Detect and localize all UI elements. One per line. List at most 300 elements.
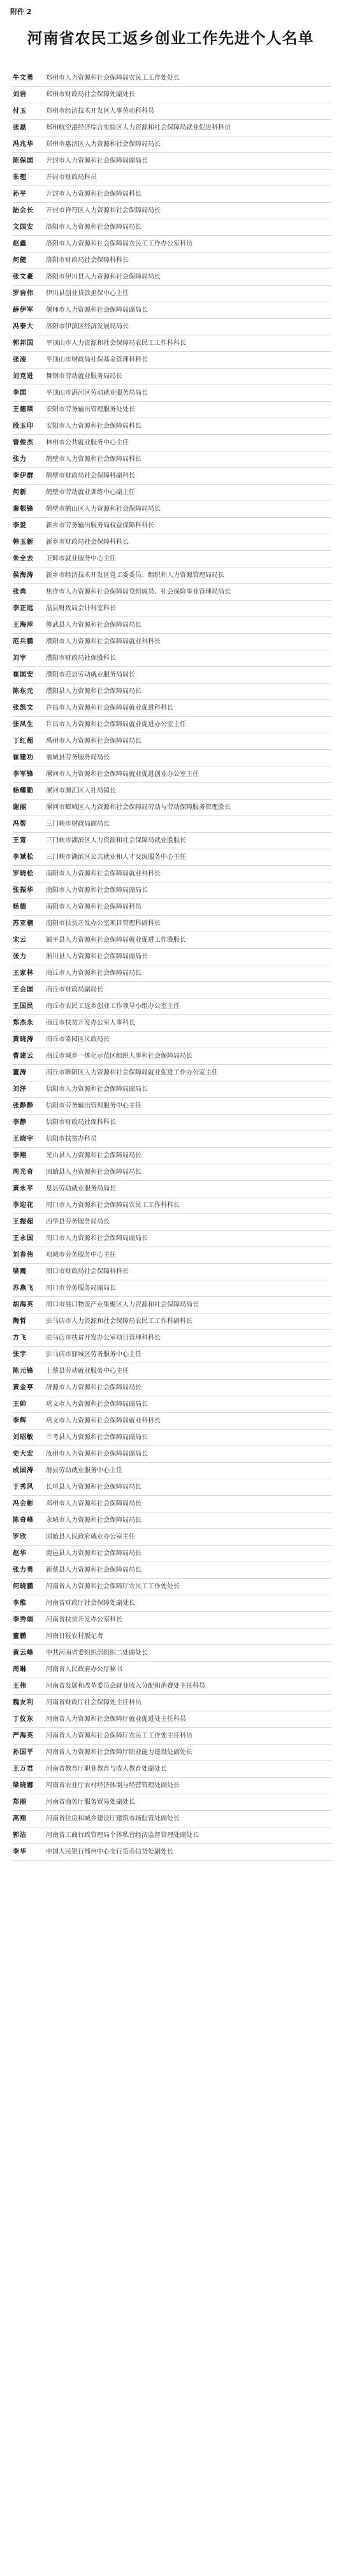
- row-divider: [13, 1578, 331, 1579]
- person-title: 平顶山市人力资源和社会保障局农民工工作科科长: [46, 340, 186, 347]
- person-name: 张宇: [13, 1351, 27, 1358]
- person-title: 安阳市人力资源和社会保障局科长: [46, 423, 141, 430]
- row-divider: [13, 1843, 331, 1844]
- row-divider: [13, 384, 331, 385]
- person-title: 河南省住房和城乡建设厅建筑市场监管处副处长: [46, 1815, 180, 1822]
- list-item: [13, 256, 331, 267]
- list-item: [13, 1035, 331, 1046]
- list-item: [13, 355, 331, 366]
- person-title: 濮阳市财政局社保股科长: [46, 655, 116, 662]
- list-item: [13, 571, 331, 582]
- row-divider: [13, 401, 331, 402]
- person-name: 丁红超: [13, 738, 34, 745]
- person-title: 洛阳市伊川县人力资源和社会保障局局长: [46, 274, 161, 281]
- list-item: [13, 1383, 331, 1394]
- person-name: 付玉: [13, 108, 27, 115]
- list-item: [13, 786, 331, 797]
- person-name: 王会国: [13, 986, 34, 993]
- row-divider: [13, 1694, 331, 1695]
- person-title: 济源市人力资源和社会保障局局长: [46, 1384, 141, 1391]
- person-title: 平顶山市财政局社保基金管理科科长: [46, 356, 148, 363]
- list-item: [13, 156, 331, 167]
- row-divider: [13, 1114, 331, 1115]
- row-divider: [13, 600, 331, 601]
- person-title: 平顶山市湛河区劳动就业服务局局长: [46, 390, 148, 397]
- person-title: 南阳市扶贫开发办公室项目管理科副科长: [46, 920, 161, 927]
- list-item: [13, 1433, 331, 1444]
- person-name: 冯会彬: [13, 1500, 34, 1507]
- person-name: 高翔: [13, 1815, 27, 1822]
- person-title: 洛阳市财政局社会保障科科长: [46, 257, 129, 264]
- row-divider: [13, 550, 331, 551]
- list-item: [13, 1814, 331, 1825]
- person-name: 李伊群: [13, 472, 34, 479]
- person-title: 信阳市人力资源和社会保障局副局长: [46, 1086, 148, 1093]
- list-item: [13, 587, 331, 598]
- person-name: 李军锋: [13, 771, 34, 778]
- person-title: 巩义市人力资源和社会保障局副局长: [46, 1401, 148, 1408]
- row-divider: [13, 1445, 331, 1446]
- person-title: 开封市人力资源和社会保障局副局长: [46, 157, 148, 165]
- person-title: 鹤壁市人力资源和社会保障局科长: [46, 456, 141, 463]
- person-title: 河南省发展和改革委员会就业收入分配和消费处主任科员: [46, 1683, 205, 1690]
- row-divider: [13, 948, 331, 949]
- person-name: 郑丽: [13, 1799, 27, 1806]
- list-item: [13, 1234, 331, 1245]
- person-name: 周光奇: [13, 1169, 34, 1176]
- people-list: [13, 73, 331, 1864]
- person-name: 罗欣: [13, 1533, 27, 1540]
- person-name: 李迎花: [13, 1202, 34, 1209]
- person-title: 新蔡县人力资源和社会保障局局长: [46, 1567, 141, 1574]
- person-name: 朱理: [13, 174, 27, 181]
- person-name: 梁震: [13, 1268, 27, 1275]
- row-divider: [13, 1412, 331, 1413]
- list-item: [13, 1333, 331, 1344]
- person-title: 鹤壁市劳动就业训练中心副主任: [46, 489, 135, 496]
- list-item: [13, 1366, 331, 1377]
- person-name: 刘昭敏: [13, 1434, 34, 1441]
- person-title: 南阳市人力资源和社会保障局副局长: [46, 887, 148, 894]
- list-item: [13, 902, 331, 913]
- person-title: 林州市公共就业服务中心主任: [46, 439, 129, 446]
- person-title: 邓州市人力资源和社会保障局局长: [46, 1500, 141, 1507]
- row-divider: [13, 1014, 331, 1015]
- list-item: [13, 1665, 331, 1676]
- person-title: 镇平县人力资源和社会保障局就业促进工作股股长: [46, 937, 186, 944]
- list-item: [13, 73, 331, 84]
- person-title: 鹤壁市财政局社会保障科副科长: [46, 472, 135, 479]
- person-name: 李华: [13, 1848, 27, 1855]
- person-name: 张文豪: [13, 274, 34, 281]
- row-divider: [13, 1031, 331, 1032]
- person-name: 王海萍: [13, 622, 34, 629]
- list-item: [13, 1085, 331, 1095]
- list-item: [13, 1151, 331, 1162]
- person-title: 洛阳市人力资源和社会保障局局长: [46, 224, 141, 231]
- list-item: [13, 1449, 331, 1460]
- list-item: [13, 604, 331, 615]
- person-name: 于秀风: [13, 1484, 34, 1491]
- list-item: [13, 1018, 331, 1029]
- person-name: 罗岩伟: [13, 290, 34, 297]
- row-divider: [13, 1727, 331, 1728]
- person-title: 卫辉市就业服务中心主任: [46, 555, 116, 562]
- person-title: 河南省商务厅服务贸易处副处长: [46, 1799, 135, 1806]
- person-title: 河南省人民政府办公厅秘书: [46, 1666, 122, 1673]
- row-divider: [13, 318, 331, 319]
- row-divider: [13, 1545, 331, 1546]
- person-title: 郑州市经济技术开发区人事劳动科科员: [46, 108, 154, 115]
- list-item: [13, 521, 331, 532]
- person-title: 南阳市人力资源和社会保障局科员: [46, 904, 141, 911]
- row-divider: [13, 517, 331, 518]
- list-item: [13, 654, 331, 664]
- person-name: 刘泽: [13, 1086, 27, 1093]
- row-divider: [13, 683, 331, 684]
- list-item: [13, 1781, 331, 1792]
- list-item: [13, 421, 331, 432]
- person-title: 温县财政局会计科室科长: [46, 605, 116, 612]
- person-title: 河南省财政厅社会保障处主任科员: [46, 1699, 141, 1706]
- person-title: 巩义市人力资源和社会保障局就业科科长: [46, 1417, 161, 1424]
- person-name: 郭洁: [13, 1832, 27, 1839]
- list-item: [13, 1284, 331, 1294]
- person-name: 刘宇: [13, 655, 27, 662]
- list-item: [13, 720, 331, 731]
- person-name: 李维: [13, 1600, 27, 1607]
- person-title: 滑县劳动就业服务中心主任: [46, 1467, 122, 1474]
- person-title: 漯河市源汇区人社局镇长: [46, 787, 116, 794]
- row-divider: [13, 202, 331, 203]
- person-title: 驻马店市人力资源和社会保障局农民工工作科副科长: [46, 1318, 192, 1325]
- person-title: 汝州市人力资源和社会保障局副局长: [46, 1451, 148, 1458]
- person-name: 曾俊杰: [13, 439, 34, 446]
- person-name: 杨德: [13, 904, 27, 911]
- person-name: 张凤生: [13, 721, 34, 728]
- row-divider: [13, 832, 331, 833]
- list-item: [13, 106, 331, 117]
- person-name: 刘岩: [13, 91, 27, 98]
- row-divider: [13, 1230, 331, 1231]
- person-name: 朱全去: [13, 555, 34, 562]
- person-name: 梁晓娜: [13, 1782, 34, 1789]
- person-title: 开封市财政局科员: [46, 174, 97, 181]
- person-name: 郭邦国: [13, 340, 34, 347]
- person-title: 许昌市人力资源和社会保障局就业促进科科长: [46, 705, 173, 712]
- list-item: [13, 1499, 331, 1510]
- list-item: [13, 223, 331, 233]
- row-divider: [13, 1777, 331, 1778]
- person-title: 河南省扶贫开发办公室科长: [46, 1616, 122, 1623]
- person-name: 曹建云: [13, 1053, 34, 1060]
- person-name: 张磊: [13, 124, 27, 131]
- person-name: 崔国安: [13, 671, 34, 678]
- list-item: [13, 869, 331, 880]
- row-divider: [13, 1744, 331, 1745]
- person-title: 新乡市财政局社会保障科科长: [46, 539, 129, 546]
- person-title: 河南省人力资源和社会保障厅就业促进处主任科员: [46, 1716, 186, 1723]
- person-title: 固始县人力资源和社会保障局局长: [46, 1169, 141, 1176]
- person-title: 河南省农业厅农村经济体制与经营管理处副处长: [46, 1782, 180, 1789]
- row-divider: [13, 351, 331, 352]
- row-divider: [13, 799, 331, 800]
- person-name: 侯海涛: [13, 572, 34, 579]
- row-divider: [13, 169, 331, 170]
- list-item: [13, 1582, 331, 1593]
- person-name: 范兵鹏: [13, 638, 34, 645]
- person-title: 周口市劳务服务局副局长: [46, 1285, 116, 1292]
- person-title: 周口市人力资源和社会保障局农民工工作科科长: [46, 1202, 180, 1209]
- row-divider: [13, 1760, 331, 1761]
- row-divider: [13, 1379, 331, 1380]
- attachment-label: 附件 2: [10, 8, 32, 16]
- person-name: 孙国平: [13, 1749, 34, 1756]
- person-name: 胡海英: [13, 1301, 34, 1308]
- person-name: 李静: [13, 1119, 27, 1126]
- list-item: [13, 289, 331, 300]
- list-item: [13, 272, 331, 283]
- person-name: 牛文勇: [13, 75, 34, 82]
- person-title: 商丘市人力资源和社会保障局局长: [46, 970, 141, 977]
- list-item: [13, 1217, 331, 1228]
- row-divider: [13, 1495, 331, 1496]
- person-name: 文园安: [13, 224, 34, 231]
- list-item: [13, 1549, 331, 1560]
- person-title: 中共河南省委组织部组织二处副处长: [46, 1650, 148, 1657]
- person-name: 苏燕飞: [13, 1285, 34, 1292]
- list-item: [13, 1615, 331, 1626]
- person-name: 严海英: [13, 1732, 34, 1739]
- person-title: 郑州市惠济区人力资源和社会保障局局长: [46, 141, 161, 148]
- list-item: [13, 1250, 331, 1261]
- person-title: 濮阳市范县劳动就业服务局局长: [46, 671, 135, 678]
- person-title: 河南省教育厅职业教育与成人教育处副处长: [46, 1766, 167, 1773]
- list-item: [13, 1101, 331, 1112]
- person-title: 商丘市城乡一体化示范区组织人事和社会保障局局长: [46, 1053, 192, 1060]
- row-divider: [13, 1329, 331, 1330]
- row-divider: [13, 235, 331, 236]
- person-name: 王晓宇: [13, 1136, 34, 1143]
- list-item: [13, 189, 331, 200]
- row-divider: [13, 1296, 331, 1297]
- person-title: 开封市祥符区人力资源和社会保障局局长: [46, 207, 161, 214]
- person-title: 河南省人力资源和社会保障厅农民工工作处主任科员: [46, 1732, 192, 1739]
- list-item: [13, 305, 331, 316]
- row-divider: [13, 86, 331, 87]
- person-name: 王振超: [13, 1218, 34, 1226]
- list-item: [13, 687, 331, 698]
- person-title: 襄城县劳务服务局局长: [46, 754, 110, 761]
- list-item: [13, 1731, 331, 1742]
- person-title: 永城市人力资源和社会保障局局长: [46, 1517, 141, 1524]
- row-divider: [13, 1097, 331, 1098]
- person-name: 成国涛: [13, 1467, 34, 1474]
- person-name: 王伟: [13, 1683, 27, 1690]
- list-item: [13, 637, 331, 648]
- person-title: 鹿邑县人力资源和社会保障局局长: [46, 1550, 141, 1557]
- list-item: [13, 1715, 331, 1725]
- person-name: 陈东元: [13, 688, 34, 695]
- person-name: 李秀娟: [13, 1616, 34, 1623]
- person-name: 张力勇: [13, 1567, 34, 1574]
- person-name: 陈保国: [13, 157, 34, 165]
- list-item: [13, 853, 331, 863]
- list-item: [13, 1317, 331, 1328]
- person-name: 黄金亭: [13, 1384, 34, 1391]
- list-item: [13, 1134, 331, 1145]
- list-item: [13, 372, 331, 383]
- person-name: 苏亚楠: [13, 920, 34, 927]
- person-title: 开封市人力资源和社会保障局科长: [46, 191, 141, 198]
- row-divider: [13, 998, 331, 999]
- row-divider: [13, 368, 331, 369]
- person-name: 张力: [13, 456, 27, 463]
- person-title: 郑州市人力资源和社会保障局农民工工作处处长: [46, 75, 180, 82]
- person-title: 修武县人力资源和社会保障局局长: [46, 622, 141, 629]
- person-name: 谢丽: [13, 804, 27, 811]
- row-divider: [13, 749, 331, 750]
- person-title: 河南日报农村版记者: [46, 1633, 103, 1640]
- person-title: 河南省人力资源和社会保障厅职业能力建设处副处长: [46, 1749, 192, 1756]
- person-name: 李翔: [13, 1152, 27, 1159]
- list-item: [13, 173, 331, 184]
- list-item: [13, 438, 331, 449]
- person-name: 李国: [13, 390, 27, 397]
- list-item: [13, 1797, 331, 1808]
- list-item: [13, 969, 331, 979]
- person-title: 周口市人力资源和社会保障局副局长: [46, 1235, 148, 1242]
- person-name: 黄晓涛: [13, 1036, 34, 1043]
- person-name: 陶哲: [13, 1318, 27, 1325]
- list-item: [13, 1400, 331, 1410]
- person-title: 上蔡县劳动就业服务中心主任: [46, 1368, 129, 1375]
- person-name: 张典: [13, 589, 27, 596]
- person-title: 洛阳市伊滨区经济发展局局长: [46, 323, 129, 330]
- person-name: 段玉印: [13, 423, 34, 430]
- list-item: [13, 803, 331, 814]
- row-divider: [13, 268, 331, 269]
- row-divider: [13, 1263, 331, 1264]
- person-name: 何新: [13, 489, 27, 496]
- person-name: 李爱: [13, 522, 27, 529]
- person-title: 禹州市人力资源和社会保障局局长: [46, 738, 141, 745]
- list-item: [13, 1482, 331, 1493]
- list-item: [13, 1068, 331, 1079]
- person-name: 何晓鹏: [13, 1583, 34, 1590]
- person-title: 偃师市人力资源和社会保障局副局长: [46, 307, 148, 314]
- person-name: 崔建功: [13, 754, 34, 761]
- person-title: 河南省工商行政管理局个体私营经济监督管理处副处长: [46, 1832, 199, 1839]
- person-name: 赵鑫: [13, 240, 27, 247]
- list-item: [13, 1350, 331, 1361]
- person-title: 周口市港口物流产业集聚区人力资源和社会保障局局长: [46, 1301, 199, 1308]
- row-divider: [13, 1644, 331, 1645]
- person-name: 董鹏: [13, 1633, 27, 1640]
- person-title: 信阳市劳务输出管理服务中心主任: [46, 1102, 141, 1109]
- person-title: 周口市财政局社会保障科科长: [46, 1268, 129, 1275]
- row-divider: [13, 434, 331, 435]
- person-name: 张静静: [13, 1102, 34, 1109]
- list-item: [13, 388, 331, 399]
- row-divider: [13, 1810, 331, 1811]
- person-title: 商丘市扶贫开发办公室人事科长: [46, 1020, 135, 1027]
- person-title: 长垣县人力资源和社会保障局局长: [46, 1484, 141, 1491]
- person-name: 黄永平: [13, 1185, 34, 1192]
- person-name: 何健: [13, 257, 27, 264]
- person-title: 洛阳市人力资源和社会保障局农民工工作办公室科员: [46, 240, 192, 247]
- person-name: 赵华: [13, 1550, 27, 1557]
- list-item: [13, 123, 331, 134]
- person-name: 薛伊军: [13, 307, 34, 314]
- list-item: [13, 322, 331, 333]
- list-item: [13, 504, 331, 515]
- person-title: 息县劳动就业服务局局长: [46, 1185, 116, 1192]
- row-divider: [13, 1462, 331, 1463]
- person-title: 伊川县创业贷款担保中心主任: [46, 290, 129, 297]
- person-title: 河南省财政厅社会保障处副处长: [46, 1600, 135, 1607]
- person-title: 新乡市劳务输出服务局权益保障科科长: [46, 522, 154, 529]
- person-name: 刘春伟: [13, 1252, 34, 1259]
- person-name: 董涛: [13, 1069, 27, 1076]
- list-item: [13, 455, 331, 465]
- list-item: [13, 1764, 331, 1775]
- person-title: 舞钢市劳动就业服务局局长: [46, 373, 122, 380]
- list-item: [13, 405, 331, 416]
- person-name: 周琳: [13, 1666, 27, 1673]
- row-divider: [13, 716, 331, 717]
- row-divider: [13, 583, 331, 584]
- person-name: 刘克进: [13, 373, 34, 380]
- person-name: 王德琪: [13, 406, 34, 413]
- person-title: 信阳市财政局社保科科长: [46, 1119, 116, 1126]
- row-divider: [13, 898, 331, 899]
- list-item: [13, 339, 331, 349]
- person-title: 光山县人力资源和社会保障局局长: [46, 1152, 141, 1159]
- row-divider: [13, 1213, 331, 1214]
- row-divider: [13, 865, 331, 866]
- list-item: [13, 1632, 331, 1643]
- person-title: 驻马店市扶贫开发办公室项目管理科科长: [46, 1335, 161, 1342]
- list-item: [13, 1300, 331, 1311]
- row-divider: [13, 1860, 331, 1861]
- list-item: [13, 952, 331, 963]
- person-title: 三门峡市财政局副局长: [46, 821, 110, 828]
- list-item: [13, 90, 331, 101]
- person-name: 郑杰永: [13, 1020, 34, 1027]
- person-name: 张凌: [13, 356, 27, 363]
- list-item: [13, 819, 331, 830]
- list-item: [13, 538, 331, 548]
- row-divider: [13, 467, 331, 468]
- list-item: [13, 985, 331, 996]
- person-title: 商丘市梁园区民政局长: [46, 1036, 110, 1043]
- person-title: 安阳市劳务输出管理服务处处长: [46, 406, 135, 413]
- row-divider: [13, 152, 331, 153]
- list-item: [13, 1648, 331, 1659]
- person-name: 李斌松: [13, 854, 34, 861]
- person-title: 商丘市睢阳区人力资源和社会保障局就业促进工作办公室主任: [46, 1069, 218, 1076]
- row-divider: [13, 633, 331, 634]
- person-name: 张凯文: [13, 705, 34, 712]
- person-title: 鹤壁市鹤山区人力资源和社会保障局局长: [46, 506, 161, 513]
- person-name: 黄云峰: [13, 1650, 34, 1657]
- person-name: 魏友利: [13, 1699, 34, 1706]
- person-title: 郑州航空港经济综合实验区人力资源和社会保障局就业促进科科员: [46, 124, 231, 131]
- person-name: 王永国: [13, 1235, 34, 1242]
- person-name: 王宽: [13, 837, 27, 844]
- row-divider: [13, 1429, 331, 1430]
